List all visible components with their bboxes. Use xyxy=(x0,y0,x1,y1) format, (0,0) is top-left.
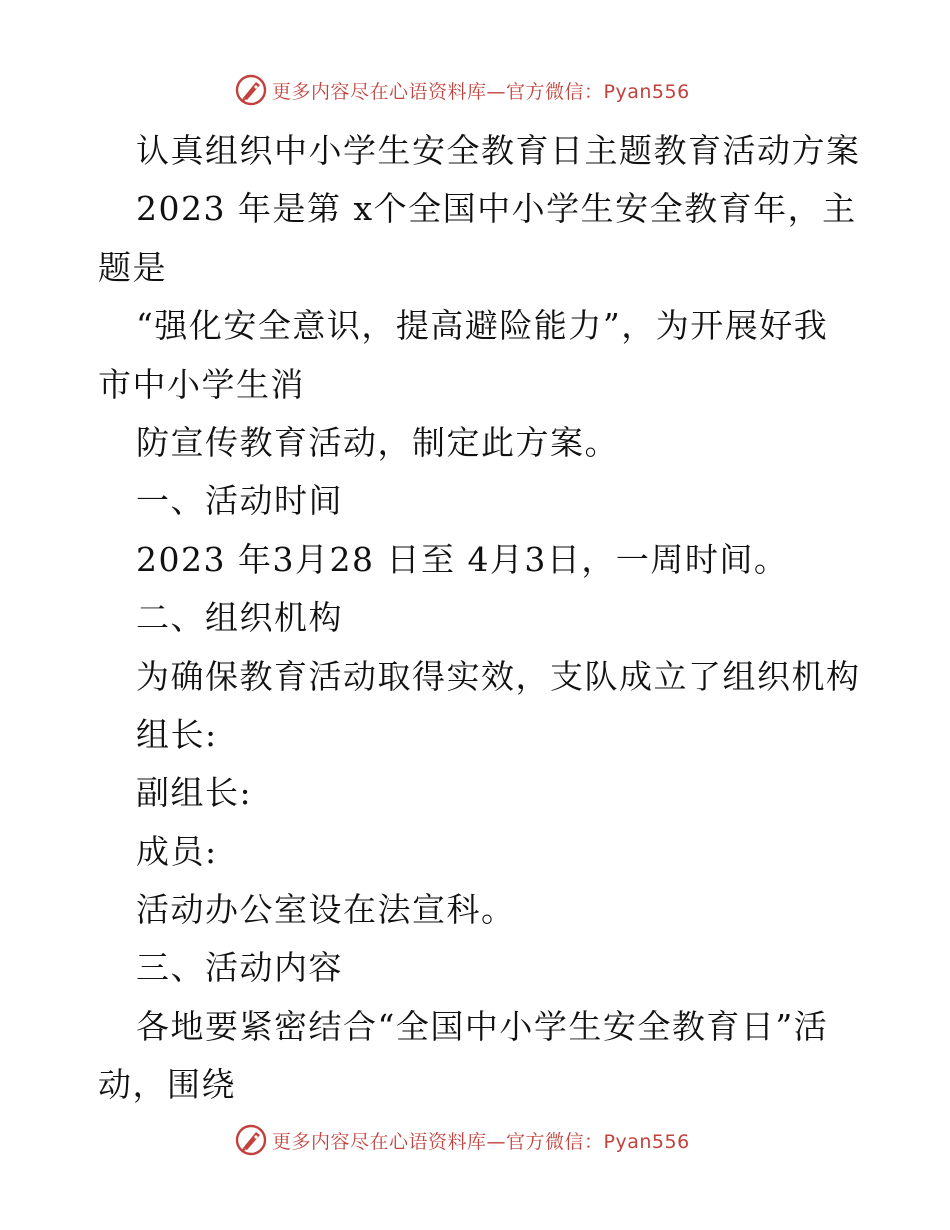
quill-pen-logo-icon xyxy=(234,73,268,107)
header-banner-text: 更多内容尽在心语资料库—官方微信：Pyan556 xyxy=(272,80,690,103)
footer-banner-text: 更多内容尽在心语资料库—官方微信：Pyan556 xyxy=(272,1130,690,1153)
section-heading: 二、组织机构 xyxy=(136,598,343,638)
paragraph-line: 各地要紧密结合“全国中小学生安全教育日”活 xyxy=(136,1006,829,1046)
paragraph-line: “强化安全意识，提高避险能力”，为开展好我 xyxy=(136,306,829,346)
paragraph-line: 防宣传教育活动，制定此方案。 xyxy=(136,422,619,462)
paragraph-line: 题是 xyxy=(98,247,167,287)
paragraph-line: 成员: xyxy=(136,831,218,871)
paragraph-line: 2023 年是第 x个全国中小学生安全教育年，主 xyxy=(136,189,857,229)
document-body xyxy=(98,122,861,1115)
paragraph-line: 动，围绕 xyxy=(98,1065,236,1105)
header-banner xyxy=(234,72,690,108)
quill-pen-logo-icon xyxy=(234,1123,268,1157)
section-heading: 三、活动内容 xyxy=(136,948,343,988)
paragraph-line: 为确保教育活动取得实效，支队成立了组织机构 xyxy=(136,656,861,696)
paragraph-line: 组长: xyxy=(136,714,218,754)
document-title: 认真组织中小学生安全教育日主题教育活动方案 xyxy=(136,131,861,170)
paragraph-line: 活动办公室设在法宣科。 xyxy=(136,890,516,930)
paragraph-line: 2023 年3月28 日至 4月3日，一周时间。 xyxy=(136,539,789,579)
paragraph-line: 市中小学生消 xyxy=(98,364,305,404)
paragraph-line: 副组长: xyxy=(136,773,253,813)
section-heading: 一、活动时间 xyxy=(136,481,343,521)
footer-banner xyxy=(234,1122,690,1158)
